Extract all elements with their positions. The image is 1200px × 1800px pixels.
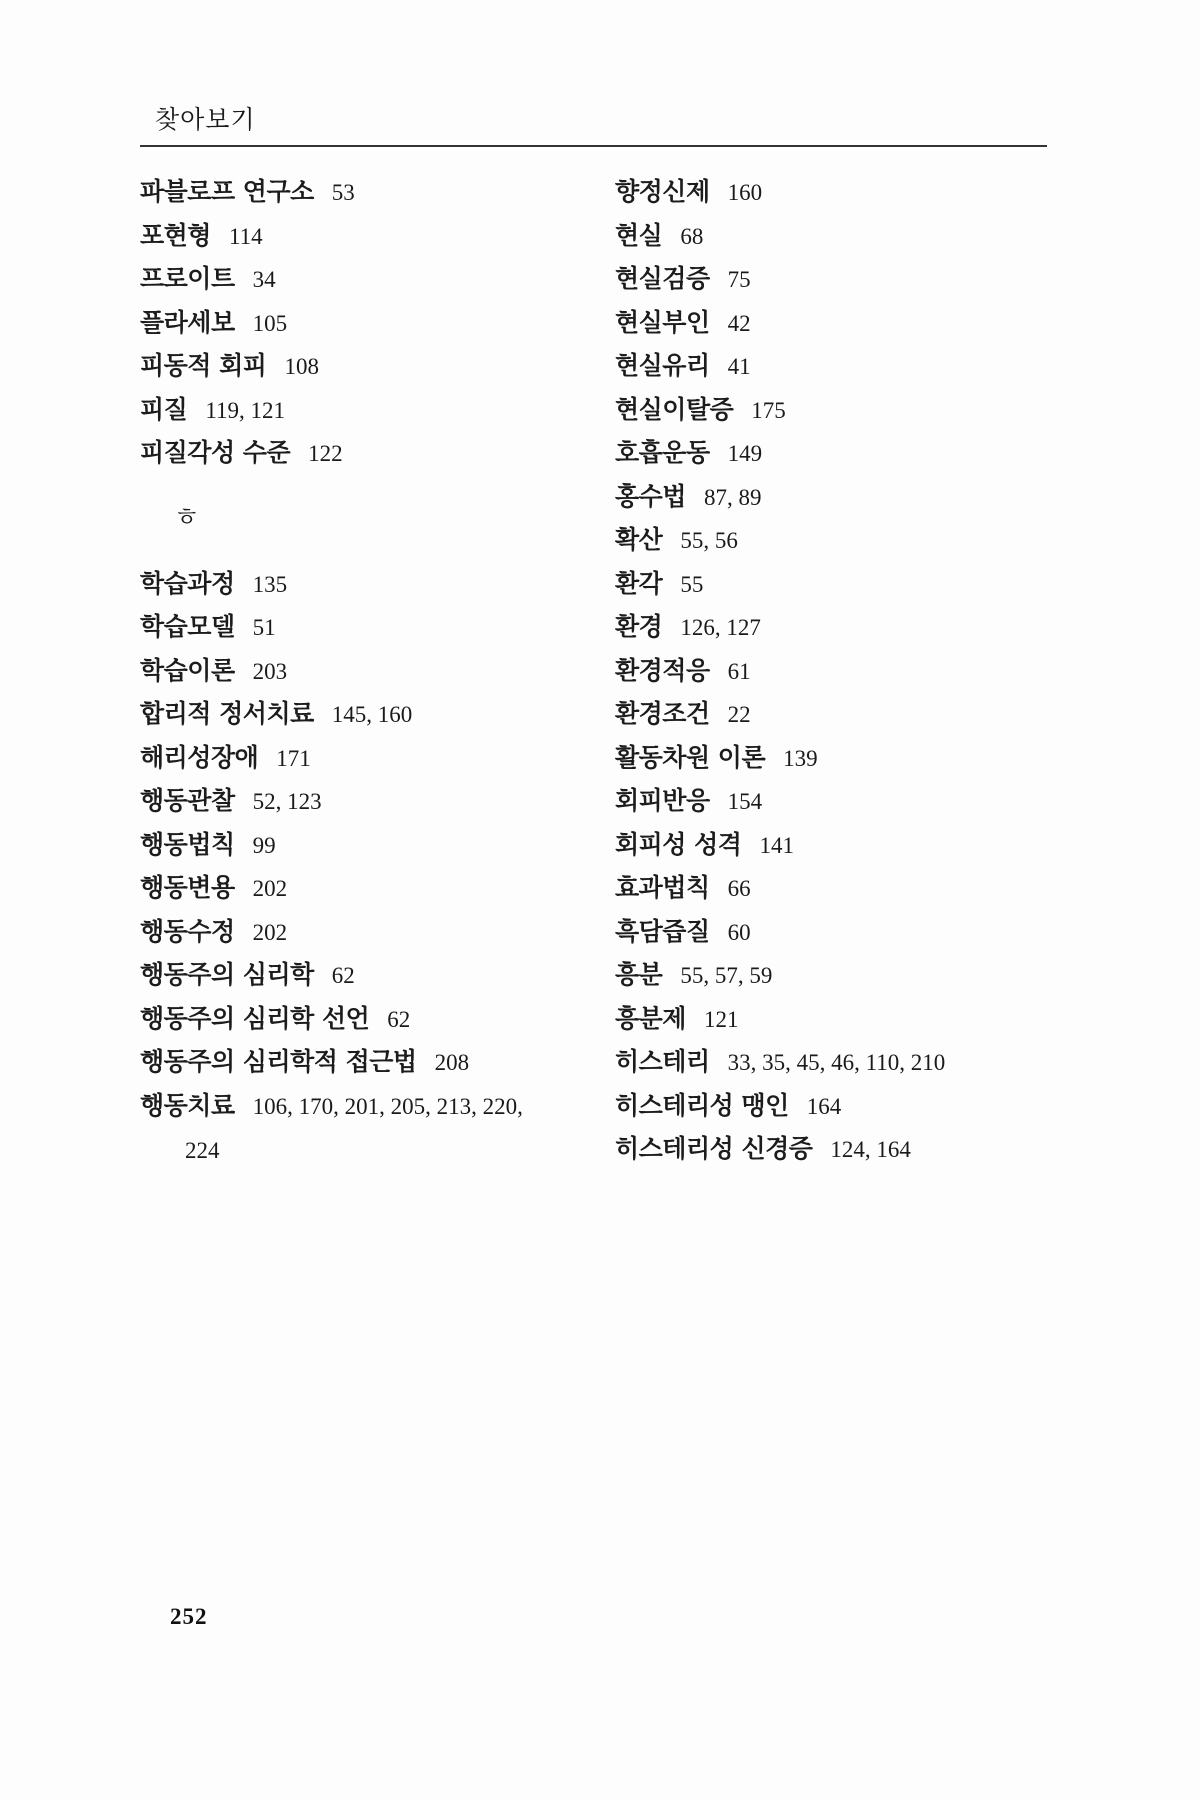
- index-page-refs: 124, 164: [830, 1137, 911, 1162]
- index-entry: [615, 1084, 1055, 1128]
- index-entry: [615, 866, 1055, 910]
- index-entry: [615, 214, 1055, 258]
- index-page-refs: 139: [783, 745, 818, 771]
- index-term: 홍수법: [615, 481, 686, 511]
- index-page-refs: 149: [727, 441, 763, 466]
- index-entry: [615, 562, 1055, 606]
- index-term: 회피반응: [615, 786, 710, 815]
- index-entry: [615, 997, 1055, 1041]
- index-term: 학습이론: [140, 655, 235, 685]
- index-entry: [140, 562, 580, 606]
- header-rule: [140, 145, 1047, 147]
- index-term: 행동치료: [140, 1090, 235, 1120]
- index-term: 확산: [615, 525, 663, 554]
- index-page-refs: 75: [727, 267, 751, 292]
- index-entry: [140, 214, 580, 258]
- index-entry: [140, 910, 580, 954]
- index-term: 행동주의 심리학 선언: [140, 1003, 370, 1033]
- index-page-refs: 202: [252, 876, 288, 901]
- index-term: 히스테리: [615, 1047, 710, 1076]
- index-term: 행동주의 심리학적 접근법: [140, 1047, 417, 1076]
- index-term: 프로이트: [140, 264, 235, 293]
- index-term: 피동적 회피: [140, 351, 267, 380]
- index-entry: [615, 736, 1055, 780]
- index-page-refs: 42: [727, 310, 751, 336]
- index-entries-after-heading: [140, 562, 580, 1171]
- index-page-refs: 87, 89: [703, 484, 762, 510]
- index-entry: [140, 257, 580, 301]
- index-page-refs: 141: [759, 832, 794, 858]
- index-entry: [615, 692, 1055, 736]
- index-entry: [140, 823, 580, 867]
- index-page-refs: 122: [308, 441, 343, 466]
- index-entry: [140, 431, 580, 475]
- index-entries-right: [615, 170, 1055, 1171]
- index-page-refs: 52, 123: [252, 789, 322, 814]
- index-page-refs: 62: [331, 963, 355, 988]
- index-entry: [140, 649, 580, 693]
- index-page-refs: 61: [727, 658, 751, 684]
- index-page-refs: 99: [252, 832, 276, 858]
- index-page-refs: 202: [252, 919, 288, 945]
- index-page-refs: 55: [680, 571, 704, 597]
- index-entry: [615, 779, 1055, 823]
- index-column-right: [615, 170, 1055, 1171]
- index-page-refs: 203: [252, 658, 288, 684]
- index-page-refs: 68: [680, 223, 704, 249]
- index-entry: [140, 1040, 580, 1084]
- index-page-refs: 114: [228, 223, 263, 249]
- index-entry: [615, 475, 1055, 519]
- index-entry: [615, 1040, 1055, 1084]
- index-term: 현실: [615, 220, 663, 250]
- index-term: 현실검증: [615, 264, 710, 293]
- section-heading: ㅎ: [174, 502, 200, 533]
- index-entry: [140, 301, 580, 345]
- index-page-refs: 105: [252, 310, 288, 336]
- index-page-refs: 164: [806, 1093, 842, 1119]
- index-entry: [140, 779, 580, 823]
- index-entry: [140, 953, 580, 997]
- index-entries-before-heading: [140, 170, 580, 475]
- index-page-refs-continued: 224: [185, 1138, 220, 1163]
- index-term: 환경: [615, 612, 663, 641]
- index-page-refs: 126, 127: [680, 615, 761, 640]
- index-term: 파블로프 연구소: [140, 177, 314, 206]
- index-page-refs: 22: [727, 702, 751, 727]
- index-term: 행동수정: [140, 916, 235, 946]
- index-entry: [615, 649, 1055, 693]
- index-page-refs: 160: [727, 180, 763, 205]
- page-number: 252: [170, 1604, 208, 1629]
- index-page-refs: 121: [703, 1006, 739, 1032]
- index-term: 행동변용: [140, 873, 235, 902]
- index-term: 합리적 정서치료: [140, 699, 314, 728]
- index-entry: [615, 605, 1055, 649]
- index-page-refs: 175: [751, 397, 786, 423]
- index-entry: [615, 257, 1055, 301]
- index-entry: [140, 170, 580, 214]
- index-page-refs: 33, 35, 45, 46, 110, 210: [727, 1050, 946, 1075]
- index-term: 환각: [615, 568, 663, 598]
- index-term: 호흡운동: [615, 438, 710, 467]
- index-entry: [615, 301, 1055, 345]
- index-page-refs: 51: [252, 615, 276, 640]
- index-term: 현실이탈증: [615, 394, 734, 424]
- index-page-refs: 145, 160: [331, 702, 413, 727]
- index-term: 환경조건: [615, 699, 710, 728]
- index-page-refs: 41: [727, 354, 751, 379]
- index-column-left: [140, 170, 580, 1171]
- index-term: 흑담즙질: [615, 916, 710, 946]
- index-entry: [140, 692, 580, 736]
- index-page-refs: 66: [727, 876, 751, 901]
- index-page-refs: 108: [284, 354, 319, 379]
- running-header-title: 찾아보기: [155, 105, 256, 134]
- index-entry: [615, 910, 1055, 954]
- index-entry: [615, 344, 1055, 388]
- index-page-refs: 106, 170, 201, 205, 213, 220,: [252, 1093, 523, 1119]
- index-entry: [140, 736, 580, 780]
- index-term: 히스테리성 신경증: [615, 1134, 813, 1163]
- index-entry: [615, 388, 1055, 432]
- index-term: 효과법칙: [615, 873, 710, 902]
- index-page-refs: 55, 57, 59: [680, 963, 773, 988]
- index-entry: [615, 823, 1055, 867]
- index-page-refs: 171: [276, 745, 311, 771]
- index-entry: [140, 997, 580, 1041]
- index-term: 피질: [140, 394, 188, 424]
- index-term: 행동법칙: [140, 829, 235, 859]
- index-term: 회피성 성격: [615, 829, 742, 859]
- index-term: 포현형: [140, 220, 211, 250]
- index-page-refs: 154: [727, 789, 763, 814]
- index-entry: [140, 605, 580, 649]
- index-page-refs: 208: [434, 1050, 470, 1075]
- index-term: 학습모델: [140, 612, 235, 641]
- index-term: 해리성장애: [140, 742, 259, 772]
- index-entry: [615, 170, 1055, 214]
- index-term: 행동주의 심리학: [140, 960, 314, 989]
- index-entry: [615, 953, 1055, 997]
- index-term: 흥분: [615, 960, 663, 989]
- index-term: 히스테리성 맹인: [615, 1090, 789, 1120]
- index-page-refs: 119, 121: [205, 397, 285, 423]
- index-entry: [615, 518, 1055, 562]
- index-term: 피질각성 수준: [140, 438, 291, 467]
- index-entry: [140, 344, 580, 388]
- index-page-refs: 60: [727, 919, 751, 945]
- index-entry: [615, 431, 1055, 475]
- index-term: 활동차원 이론: [615, 742, 766, 772]
- index-term: 향정신제: [615, 177, 710, 206]
- index-entry: [140, 388, 580, 432]
- index-term: 행동관찰: [140, 786, 235, 815]
- index-page-refs: 55, 56: [680, 528, 738, 553]
- index-term: 환경적응: [615, 655, 710, 685]
- index-entry: [140, 866, 580, 910]
- index-page-refs: 34: [252, 267, 276, 292]
- index-entry: [615, 1127, 1055, 1171]
- index-term: 현실부인: [615, 307, 710, 337]
- index-term: 학습과정: [140, 568, 235, 598]
- index-page-refs: 135: [252, 571, 288, 597]
- index-term: 현실유리: [615, 351, 710, 380]
- index-page-refs: 53: [331, 180, 355, 205]
- index-entry: [140, 1084, 580, 1171]
- index-term: 흥분제: [615, 1003, 686, 1033]
- index-page-refs: 62: [387, 1006, 411, 1032]
- index-term: 플라세보: [140, 307, 235, 337]
